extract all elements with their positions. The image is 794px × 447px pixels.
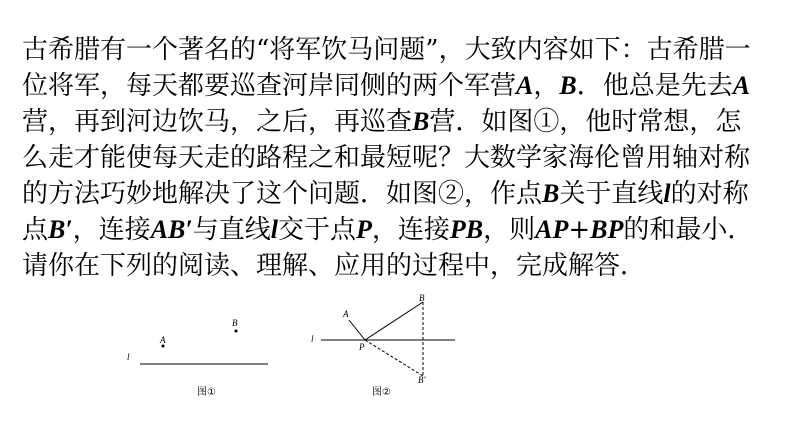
math-symbol: AB′ bbox=[150, 215, 193, 244]
text-segment: 营．如图①，他时常想，怎 bbox=[429, 107, 742, 137]
text-segment: ，连接 bbox=[371, 215, 450, 245]
math-symbol: B′ bbox=[48, 215, 73, 244]
math-symbol: A bbox=[516, 71, 534, 100]
math-symbol: BP bbox=[590, 215, 624, 244]
text-segment: 关于直线 bbox=[559, 179, 664, 209]
math-symbol: l bbox=[663, 179, 671, 208]
line-label: l bbox=[127, 352, 130, 362]
math-symbol: B bbox=[542, 179, 560, 208]
segment-pb bbox=[365, 302, 423, 340]
segment-ap bbox=[349, 320, 365, 340]
text-segment: 的和最小． bbox=[623, 215, 754, 245]
text-segment: 营，再到河边饮马，之后，再巡查 bbox=[22, 107, 413, 137]
figure-2 bbox=[305, 290, 475, 410]
text-segment: 点 bbox=[22, 215, 49, 245]
figure-2-caption: 图② bbox=[372, 387, 391, 398]
text-segment: 古希腊有一个著名的“将军饮马问题”，大致内容如下：古希腊一 bbox=[22, 35, 751, 65]
text-line-2 bbox=[22, 68, 782, 104]
text-line-1 bbox=[22, 32, 782, 68]
math-symbol: P bbox=[355, 215, 372, 244]
text-segment: 请你在下列的阅读、理解、应用的过程中，完成解答． bbox=[22, 251, 647, 281]
text-segment: 的方法巧妙地解决了这个问题．如图②，作点 bbox=[22, 179, 543, 209]
point-b-label: B bbox=[232, 318, 238, 328]
point-b-label: B bbox=[419, 293, 425, 303]
math-symbol: B bbox=[559, 71, 577, 100]
math-symbol: AP bbox=[535, 215, 569, 244]
text-line-5 bbox=[22, 176, 782, 212]
math-symbol: PB bbox=[449, 215, 484, 244]
text-line-7 bbox=[22, 248, 782, 284]
point-a-label: A bbox=[343, 309, 349, 319]
text-segment: 与直线 bbox=[192, 215, 271, 245]
text-segment: ， bbox=[533, 71, 560, 101]
point-b-dot bbox=[235, 330, 238, 333]
math-symbol: l bbox=[270, 215, 278, 244]
text-segment: + bbox=[568, 215, 591, 245]
text-segment: ．他总是先去 bbox=[576, 71, 733, 101]
text-segment: ，则 bbox=[483, 215, 536, 245]
text-segment: 交于点 bbox=[277, 215, 356, 245]
text-line-3 bbox=[22, 104, 782, 140]
text-line-6 bbox=[22, 212, 782, 248]
text-segment: 的对称 bbox=[670, 179, 749, 209]
point-p-label: P bbox=[359, 342, 365, 352]
text-line-4 bbox=[22, 140, 782, 176]
math-symbol: B bbox=[412, 107, 430, 136]
figure-1 bbox=[127, 305, 280, 405]
segment-pb-prime bbox=[365, 340, 423, 376]
line-label: l bbox=[311, 334, 314, 344]
text-segment: 位将军，每天都要巡查河岸同侧的两个军营 bbox=[22, 71, 517, 101]
text-segment: ，连接 bbox=[72, 215, 151, 245]
figure-1-caption: 图① bbox=[197, 387, 216, 398]
point-b-prime-label: B′ bbox=[418, 375, 426, 385]
text-segment: 么走才能使每天走的路程之和最短呢？大数学家海伦曾用轴对称 bbox=[22, 143, 751, 173]
point-a-label: A bbox=[160, 335, 166, 345]
problem-statement bbox=[22, 32, 782, 284]
math-symbol: A bbox=[732, 71, 751, 100]
